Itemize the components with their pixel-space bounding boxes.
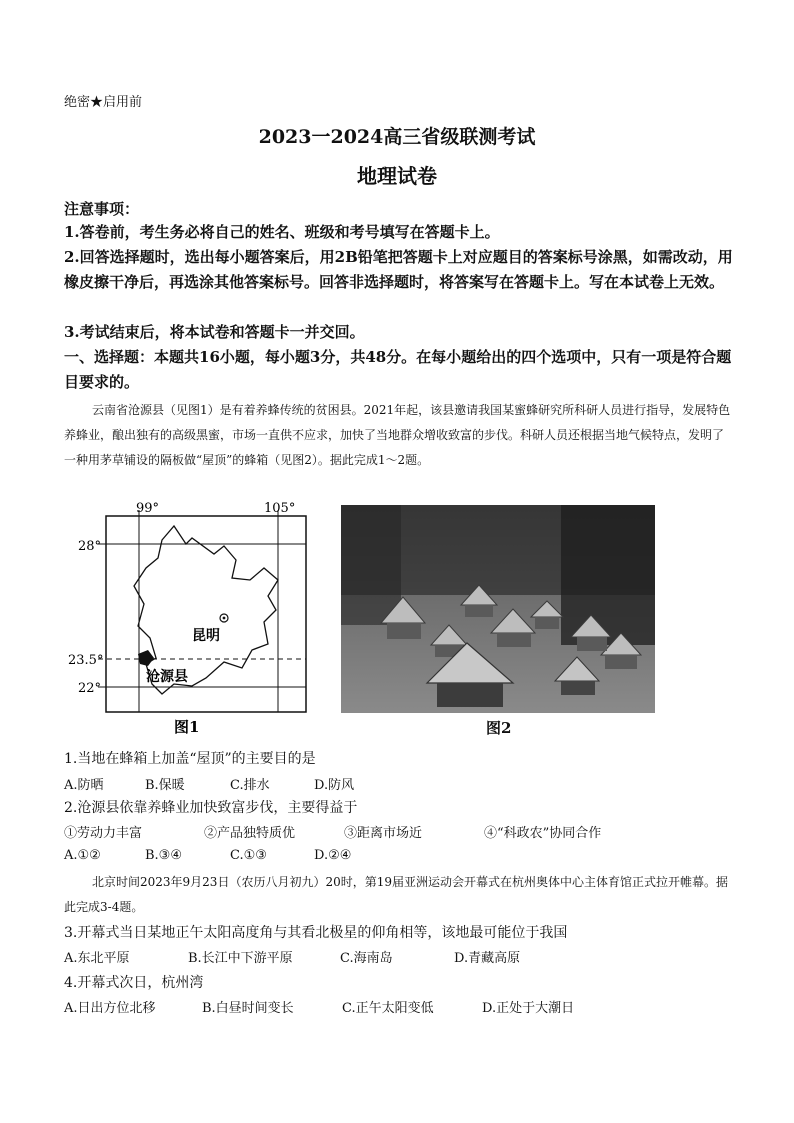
question-2-option-a[interactable]: A.①② (64, 848, 101, 863)
exam-title: 2023一2024高三省级联测考试 (258, 126, 536, 148)
notice-item-3: 3.考试结束后，将本试卷和答题卡一并交回。 (64, 323, 365, 341)
question-4-option-a[interactable]: A.日出方位北移 (64, 1001, 156, 1016)
question-2-option-c[interactable]: C.①③ (230, 848, 267, 863)
cangyuan-county-shape (138, 650, 154, 666)
figure-1-caption: 图1 (174, 718, 200, 736)
question-2-statement-4: ④“科政农”协同合作 (484, 826, 602, 841)
city-label-kunming: 昆明 (192, 628, 220, 644)
question-1-option-d[interactable]: D.防风 (314, 778, 355, 793)
question-2-option-d[interactable]: D.②④ (314, 848, 352, 863)
question-3-option-d[interactable]: D.青藏高原 (454, 951, 521, 966)
question-4-option-c[interactable]: C.正午太阳变低 (342, 1001, 434, 1016)
lat-label-23-5: 23.5° (68, 653, 104, 668)
lon-label-99: 99° (136, 501, 160, 516)
county-label-cangyuan: 沧源县 (146, 669, 188, 685)
question-3-option-c[interactable]: C.海南岛 (340, 951, 393, 966)
notice-heading: 注意事项： (64, 200, 140, 218)
exam-subtitle: 地理试卷 (357, 164, 437, 188)
notice-item-1: 1.答卷前，考生务必将自己的姓名、班级和考号填写在答题卡上。 (64, 223, 500, 241)
question-1-option-a[interactable]: A.防晒 (64, 778, 104, 793)
section-heading: 一、选择题：本题共16小题，每小题3分，共48分。在每小题给出的四个选项中，只有一项是符合题目要求的。 (64, 348, 732, 391)
question-3-option-a[interactable]: A.东北平原 (64, 951, 130, 966)
question-2-statement-1: ①劳动力丰富 (64, 826, 143, 841)
lat-label-22: 22° (78, 681, 102, 696)
notice-item-2: 2.回答选择题时，选出每小题答案后，用2B铅笔把答题卡上对应题目的答案标号涂黑，如需改动，用橡皮擦干净后，再选涂其他答案标号。回答非选择题时，将答案写在答题卡上。写在本试卷上无效。 (64, 248, 733, 291)
question-2-stem: 2.沧源县依靠养蜂业加快致富步伐，主要得益于 (64, 800, 358, 816)
lat-label-28: 28° (78, 539, 102, 554)
question-2-statement-3: ③距离市场近 (344, 826, 423, 841)
question-2-option-b[interactable]: B.③④ (145, 848, 182, 863)
question-3-option-b[interactable]: B.长江中下游平原 (188, 951, 293, 966)
passage-2: 北京时间2023年9月23日（农历八月初九）20时，第19届亚洲运动会开幕式在杭州奥体中心主体育馆正式拉开帷幕。据此完成3-4题。 (64, 875, 728, 914)
question-1-stem: 1.当地在蜂箱上加盖“屋顶”的主要目的是 (64, 751, 316, 767)
figure-2-caption: 图2 (486, 719, 512, 737)
question-2-statement-2: ②产品独特质优 (204, 826, 296, 841)
question-4-option-b[interactable]: B.白昼时间变长 (202, 1001, 294, 1016)
question-1-option-b[interactable]: B.保暖 (145, 778, 185, 793)
secret-label: 绝密★启用前 (64, 95, 143, 110)
passage-1: 云南省沧源县（见图1）是有着养蜂传统的贫困县。2021年起，该县邀请我国某蜜蜂研究所科研人员进行指导，发展特色养蜂业，酿出独有的高级黑蜜，市场一直供不应求，加快了当地群众增收致富的步伐。科研人员还根据当地气候特点，发明了一种用茅草铺设的隔板做“屋顶”的蜂箱（见图2）。据此完成1～2题。 (64, 403, 731, 467)
lon-label-105: 105° (264, 501, 296, 516)
map-frame (106, 516, 306, 712)
question-3-stem: 3.开幕式当日某地正午太阳高度角与其看北极星的仰角相等，该地最可能位于我国 (64, 925, 568, 941)
question-4-option-d[interactable]: D.正处于大潮日 (482, 1001, 575, 1016)
question-4-stem: 4.开幕式次日，杭州湾 (64, 975, 204, 991)
beehive-photo-illustration (341, 505, 655, 713)
figure-1-map (64, 498, 324, 738)
figure-2-photo (341, 505, 655, 713)
question-1-option-c[interactable]: C.排水 (230, 778, 270, 793)
